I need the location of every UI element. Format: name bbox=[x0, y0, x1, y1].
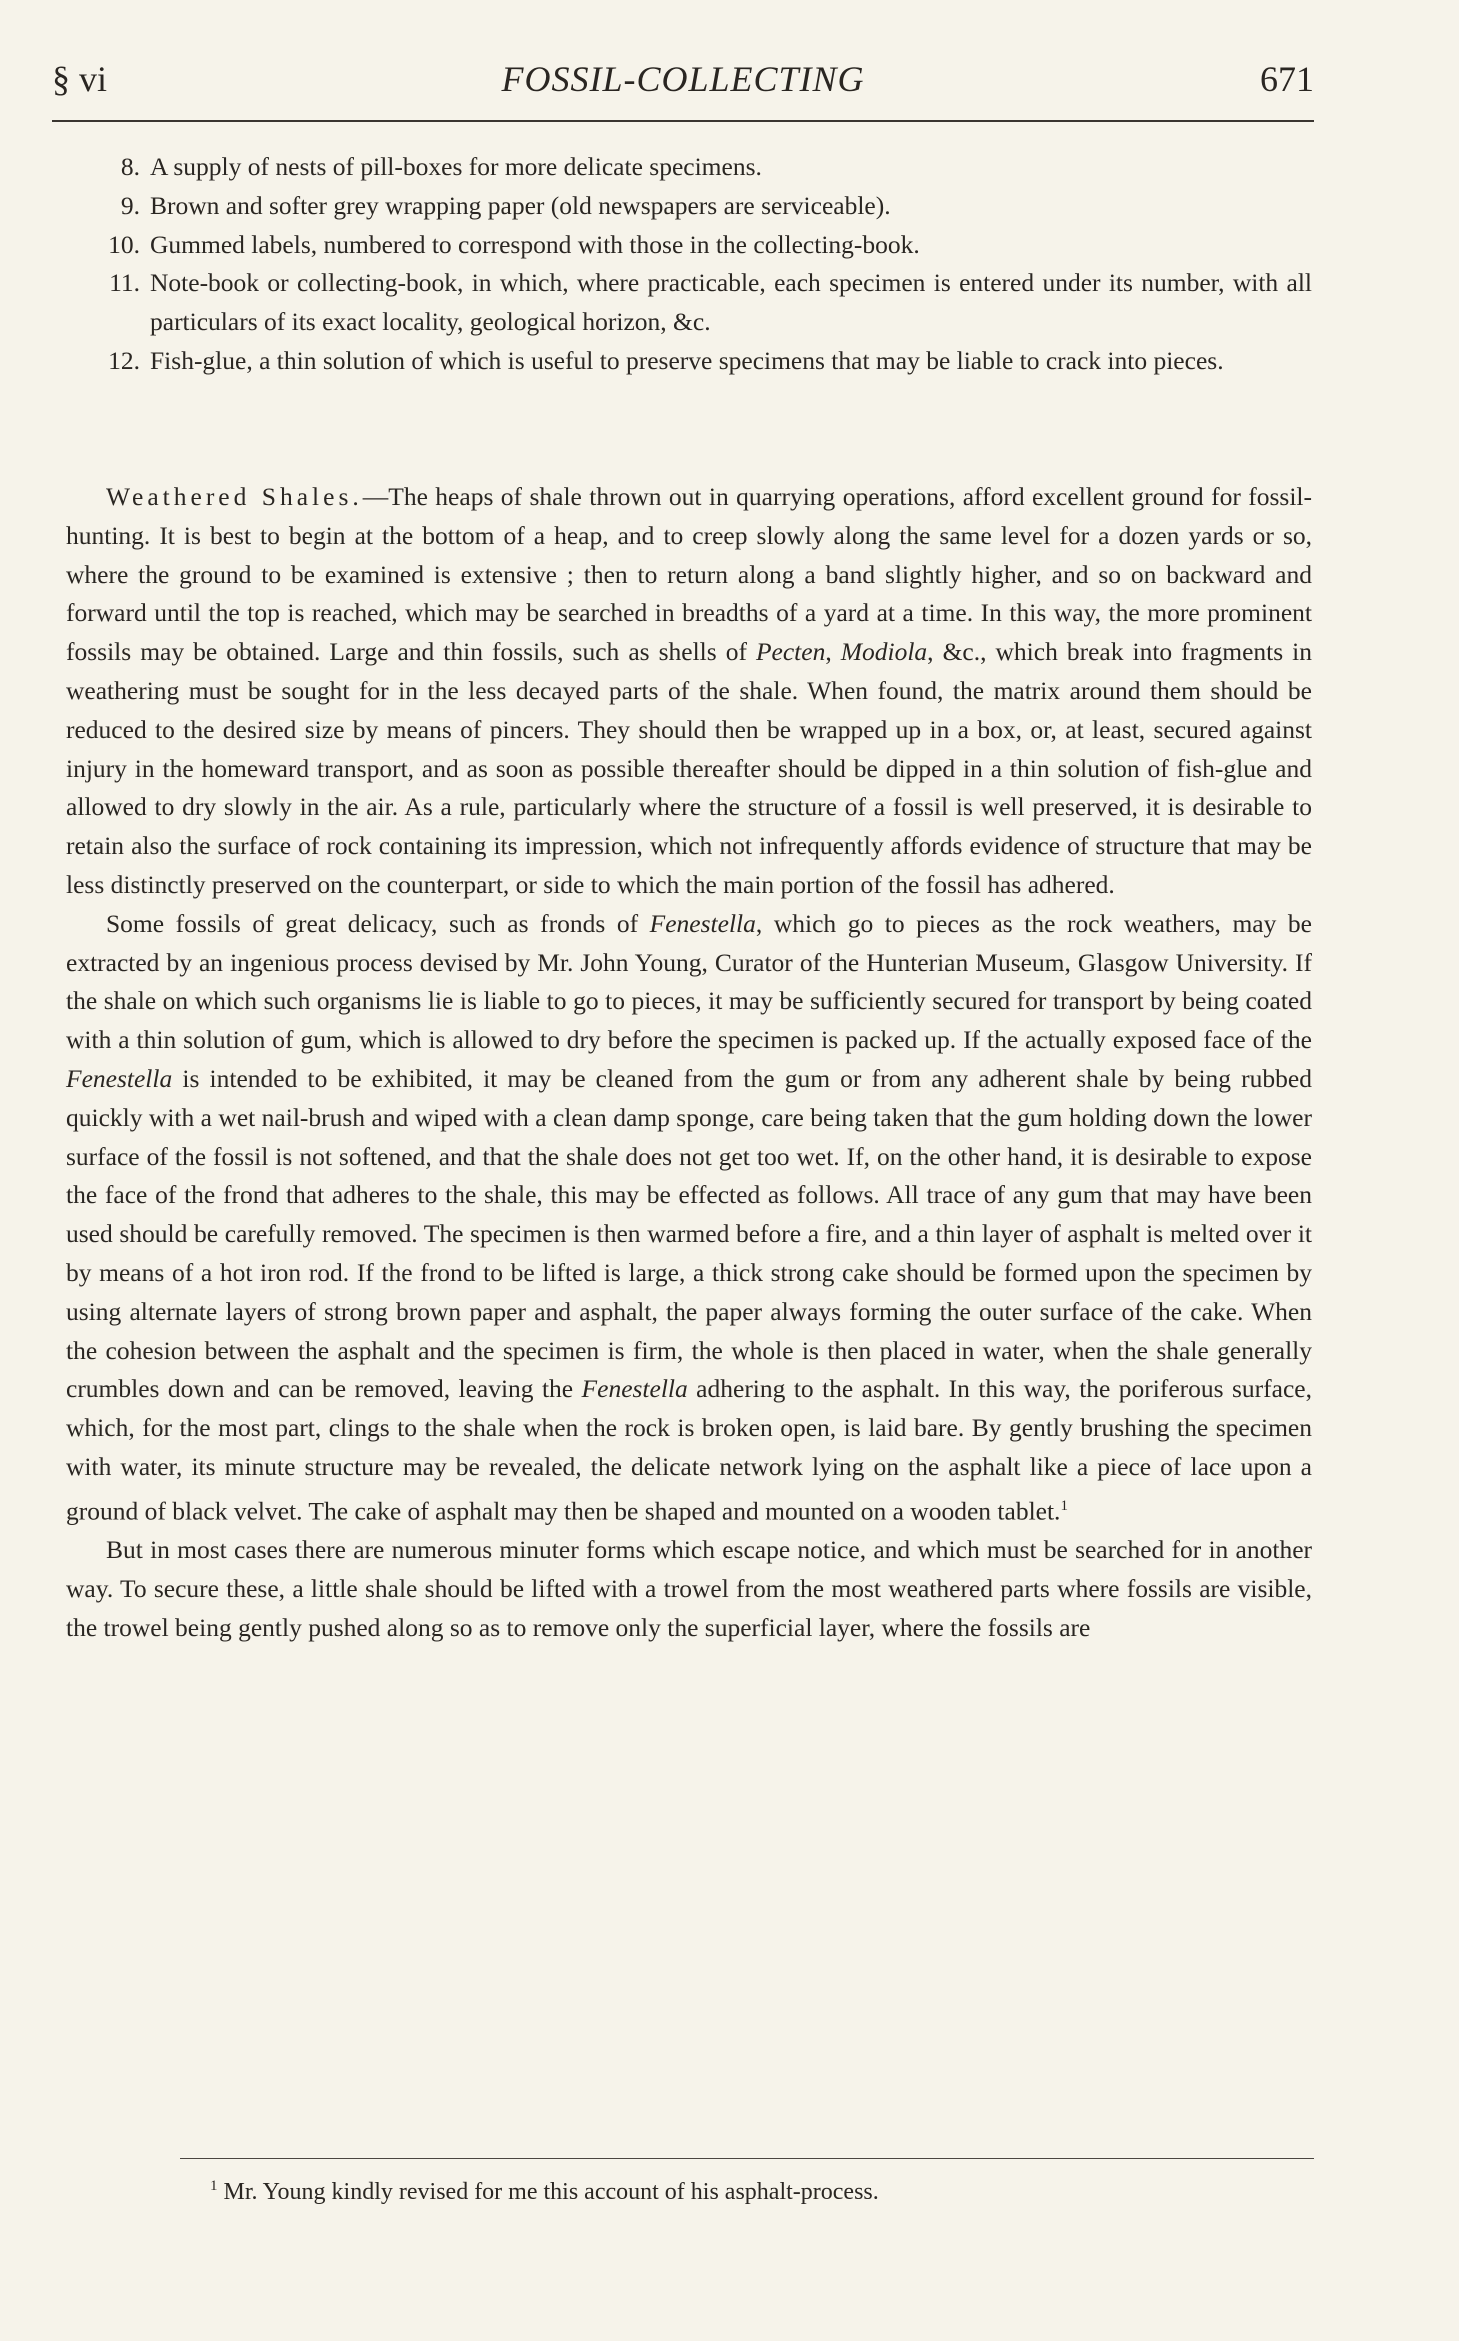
paragraph-fenestella bbox=[66, 905, 1312, 1531]
text-run: , &c., which break into fragments in weathering must be sought for in the less decayed parts of the shale. When found, the matrix around them should be reduced to the desired size by means of pincers. They should then be wrapped up in a box, or, at least, secured against injury in the homeward transport, and as soon as possible thereafter should be dipped in a thin solution of fish-glue and allowed to dry slowly in the air. As a rule, particularly where the structure of a fossil is well preserved, it is desirable to retain also the surface of rock containing its impression, which not infrequently affords evidence of structure that may be less distinctly preserved on the counterpart, or side to which the main portion of the fossil has adhered. bbox=[66, 637, 1313, 899]
header-rule bbox=[52, 120, 1314, 122]
page-title: FOSSIL-COLLECTING bbox=[501, 59, 865, 99]
list-item-text: Fish-glue, a thin solution of which is useful to preserve specimens that may be liable to crack into pieces. bbox=[150, 345, 1224, 375]
footnote bbox=[210, 2178, 1310, 2206]
text-run: , which go to pieces as the rock weathers, may be extracted by an ingenious process devised by Mr. John Young, Curator of the Hunterian Museum, Glasgow University. If the shale on which such organisms lie is liable to go to pieces, it may be sufficiently secured for transport by being coated with a thin solution of gum, which is allowed to dry before the specimen is packed up. If the actually exposed face of the bbox=[66, 908, 1312, 1055]
list-item bbox=[52, 148, 1312, 187]
list-item-text: Gummed labels, numbered to correspond with those in the collecting-book. bbox=[150, 229, 920, 259]
footnote-marker: 1 bbox=[210, 2178, 218, 2194]
text-run: But in most cases there are numerous minuter forms which escape notice, and which must be searched for in another way. To secure these, a little shale should be lifted with a trowel from the most weathered parts where fossils are visible, the trowel being gently pushed along so as to remove only the superficial layer, where the fossils are bbox=[66, 1535, 1312, 1642]
equipment-list bbox=[52, 148, 1312, 381]
text-run: is intended to be exhibited, it may be cleaned from the gum or from any adherent shale by being rubbed quickly with a wet nail-brush and wiped with a clean damp sponge, care being taken that the gum holding down the lower surface of the fossil is not softened, and that the shale does not get too wet. If, on the other hand, it is desirable to expose the face of the frond that adheres to the shale, this may be effected as follows. All trace of any gum that may have been used should be carefully removed. The specimen is then warmed before a fire, and a thin layer of asphalt is melted over it by means of a hot iron rod. If the frond to be lifted is large, a thick strong cake should be formed upon the specimen by using alternate layers of strong brown paper and asphalt, the paper always forming the outer surface of the cake. When the cohesion between the asphalt and the specimen is firm, the whole is then placed in water, when the shale generally crumbles down and can be removed, leaving the bbox=[66, 1063, 1312, 1404]
taxon-name: Fenestella bbox=[649, 908, 756, 938]
list-item-number: 11. bbox=[109, 268, 140, 298]
taxon-name: Fenestella bbox=[581, 1374, 688, 1404]
paragraph-heading: Weathered Shales. bbox=[106, 482, 363, 511]
taxon-name: Fenestella bbox=[66, 1063, 173, 1093]
taxon-name: Pecten bbox=[755, 637, 826, 667]
page-number: 671 bbox=[1260, 59, 1314, 99]
list-item-number: 10. bbox=[108, 229, 140, 259]
paragraph-minuter-forms bbox=[66, 1531, 1312, 1647]
list-item-number: 9. bbox=[120, 190, 140, 220]
list-item-number: 8. bbox=[120, 152, 140, 181]
list-item bbox=[52, 226, 1312, 265]
footnote-text: Mr. Young kindly revised for me this account of his asphalt-process. bbox=[223, 2179, 879, 2205]
taxon-name: Modiola bbox=[840, 637, 928, 667]
text-run: Some fossils of great delicacy, such as fronds of bbox=[106, 908, 650, 938]
text-run: —The heaps of shale thrown out in quarrying operations, afford excellent ground for fossil-hunting. It is best to begin at the bottom of a heap, and to creep slowly along the same level for a dozen yards or so, where the ground to be examined is extensive ; then to return along a band slightly higher, and so on backward and forward until the top is reached, which may be searched in breadths of a yard at a time. In this way, the more prominent fossils may be obtained. Large and thin fossils, such as shells of bbox=[66, 482, 1312, 667]
list-item-text: Note-book or collecting-book, in which, where practicable, each specimen is entered under its number, with all particulars of its exact locality, geological horizon, &c. bbox=[150, 268, 1312, 337]
paragraph-weathered-shales bbox=[66, 478, 1312, 905]
list-item bbox=[52, 342, 1312, 381]
text-run: adhering to the asphalt. In this way, the poriferous surface, which, for the most part, clings to the shale when the rock is broken open, is laid bare. By gently brushing the specimen with water, its minute structure may be revealed, the delicate network lying on the asphalt like a piece of lace upon a ground of black velvet. The cake of asphalt may then be shaped and mounted on a wooden tablet. bbox=[66, 1374, 1312, 1526]
list-item-number: 12. bbox=[108, 345, 140, 375]
text-run: , bbox=[825, 637, 841, 667]
list-item-text: A supply of nests of pill-boxes for more delicate specimens. bbox=[150, 152, 762, 181]
list-item bbox=[52, 264, 1312, 342]
list-item-text: Brown and softer grey wrapping paper (old newspapers are serviceable). bbox=[150, 190, 891, 220]
footnote-rule bbox=[180, 2158, 1314, 2159]
list-item bbox=[52, 187, 1312, 226]
body-text bbox=[66, 478, 1312, 1647]
footnote-reference[interactable]: 1 bbox=[1060, 1497, 1068, 1514]
section-mark: § vi bbox=[52, 59, 108, 99]
running-head bbox=[52, 52, 1314, 112]
